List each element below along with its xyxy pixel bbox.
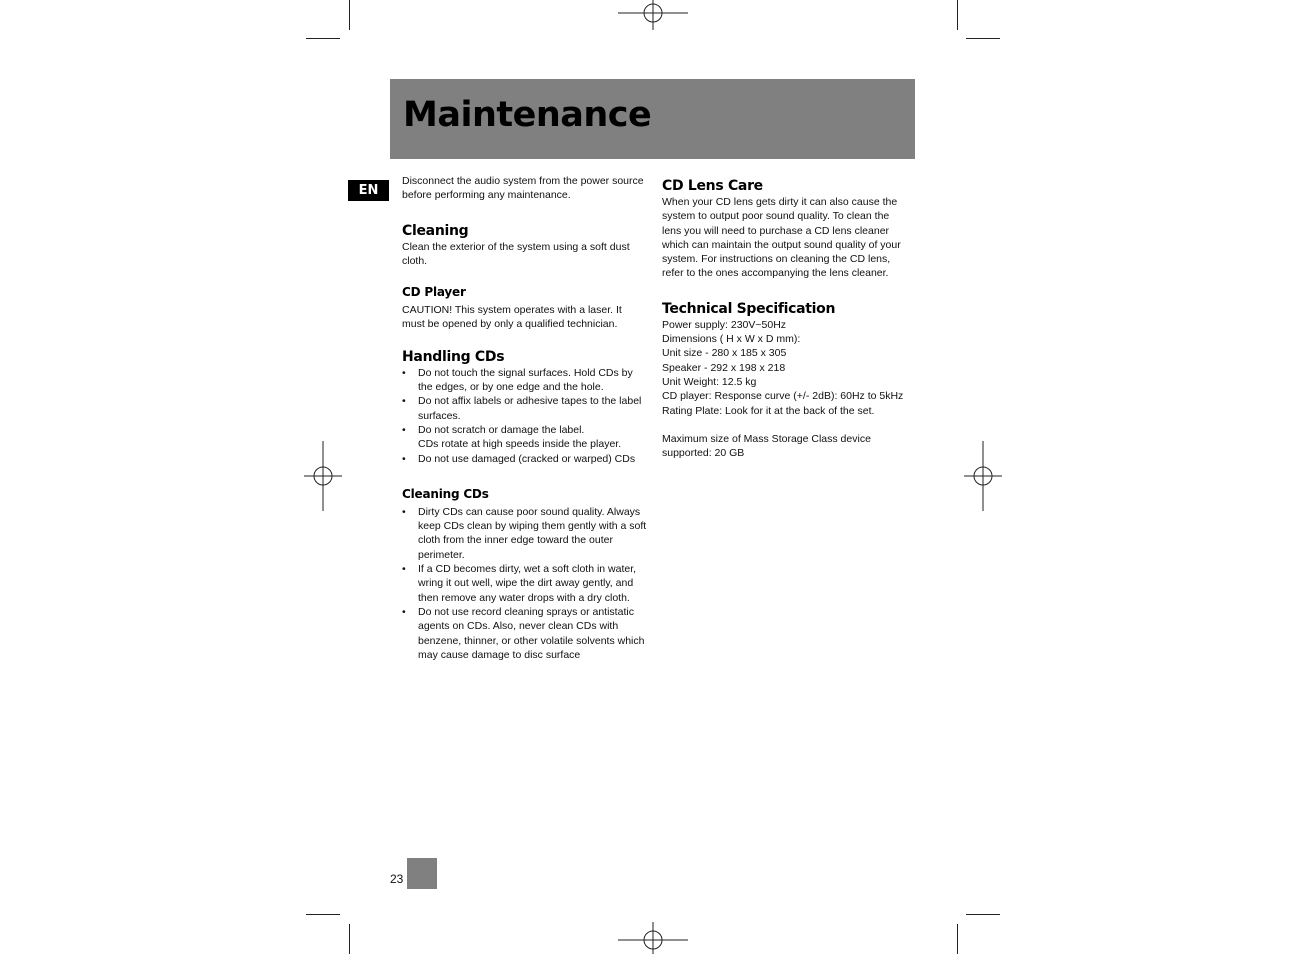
- list-item: [402, 605, 647, 662]
- list-item: [402, 452, 647, 466]
- spec-line: Speaker - 292 x 198 x 218: [662, 361, 786, 374]
- spec-line: Power supply: 230V~50Hz: [662, 318, 787, 331]
- list-item: [402, 366, 647, 395]
- cleaning-cds-list: [402, 505, 647, 662]
- handling-cds-list: [402, 366, 647, 466]
- list-item-text: Do not affix labels or adhesive tapes to the label surfaces.: [418, 395, 642, 422]
- crop-mark: [957, 0, 958, 30]
- list-item-text: Do not use record cleaning sprays or antistatic agents on CDs. Also, never clean CDs with benzene, thinner, or other volatile solvents which may cause damage to disc surface: [418, 605, 645, 661]
- crop-mark: [306, 38, 340, 39]
- storage-note: Maximum size of Mass Storage Class device supported: 20 GB: [662, 432, 871, 460]
- handling-cds-heading: Handling CDs: [402, 348, 505, 365]
- registration-mark-icon: [964, 441, 1002, 511]
- left-column: [402, 174, 647, 662]
- registration-mark-icon: [618, 0, 688, 32]
- list-item-text: If a CD becomes dirty, wet a soft cloth in water, wring it out well, wipe the dirt away gently, and then remove any water drops with a dry cloth.: [418, 563, 637, 604]
- list-item-text: Do not touch the signal surfaces. Hold CDs by the edges, or by one edge and the hole.: [418, 366, 633, 394]
- page-tab: [407, 858, 437, 889]
- spec-line: Rating Plate: Look for it at the back of the set.: [662, 404, 875, 417]
- language-badge: EN: [348, 180, 389, 201]
- right-column: [662, 178, 910, 460]
- spec-line: Unit size - 280 x 185 x 305: [662, 347, 787, 360]
- cd-player-text: CAUTION! This system operates with a laser. It must be opened by only a qualified technician.: [402, 304, 622, 331]
- list-item-text: Do not scratch or damage the label.: [418, 423, 585, 436]
- page-title: Maintenance: [403, 95, 652, 135]
- intro-text: Disconnect the audio system from the power source before performing any maintenance.: [402, 175, 644, 202]
- cd-lens-care-heading: CD Lens Care: [662, 178, 763, 194]
- crop-mark: [349, 924, 350, 954]
- crop-mark: [966, 914, 1000, 915]
- list-item-text: Dirty CDs can cause poor sound quality. Always keep CDs clean by wiping them gently with a soft cloth from the inner edge toward the outer perimeter.: [418, 505, 647, 561]
- spec-line: Dimensions ( H x W x D mm):: [662, 333, 801, 346]
- cd-player-heading: CD Player: [402, 285, 466, 300]
- cleaning-heading: Cleaning: [402, 222, 469, 239]
- cleaning-cds-heading: Cleaning CDs: [402, 486, 489, 501]
- crop-mark: [306, 914, 340, 915]
- list-item-text: Do not use damaged (cracked or warped) CDs: [418, 452, 636, 465]
- registration-mark-icon: [304, 441, 342, 511]
- cleaning-text: Clean the exterior of the system using a soft dust cloth.: [402, 240, 630, 267]
- registration-mark-icon: [618, 922, 688, 954]
- tech-spec-heading: Technical Specification: [662, 300, 836, 317]
- crop-mark: [957, 924, 958, 954]
- header-band: [390, 79, 915, 159]
- list-item: [402, 423, 647, 452]
- crop-mark: [966, 38, 1000, 39]
- list-item: [402, 394, 647, 423]
- list-item-text: CDs rotate at high speeds inside the player.: [418, 438, 622, 451]
- list-item: [402, 505, 647, 562]
- spec-line: Unit Weight: 12.5 kg: [662, 375, 757, 388]
- spec-line: CD player: Response curve (+/- 2dB): 60Hz to 5kHz: [662, 390, 904, 403]
- list-item: [402, 562, 647, 605]
- cd-lens-care-text: When your CD lens gets dirty it can also cause the system to output poor sound quality. To clean the lens you will need to purchase a CD lens cleaner which can maintain the output sound quality of your system. For instructions on cleaning the CD lens, refer to the ones accompanying the lens cleaner.: [662, 196, 901, 280]
- crop-mark: [349, 0, 350, 30]
- page-number: 23: [390, 872, 404, 886]
